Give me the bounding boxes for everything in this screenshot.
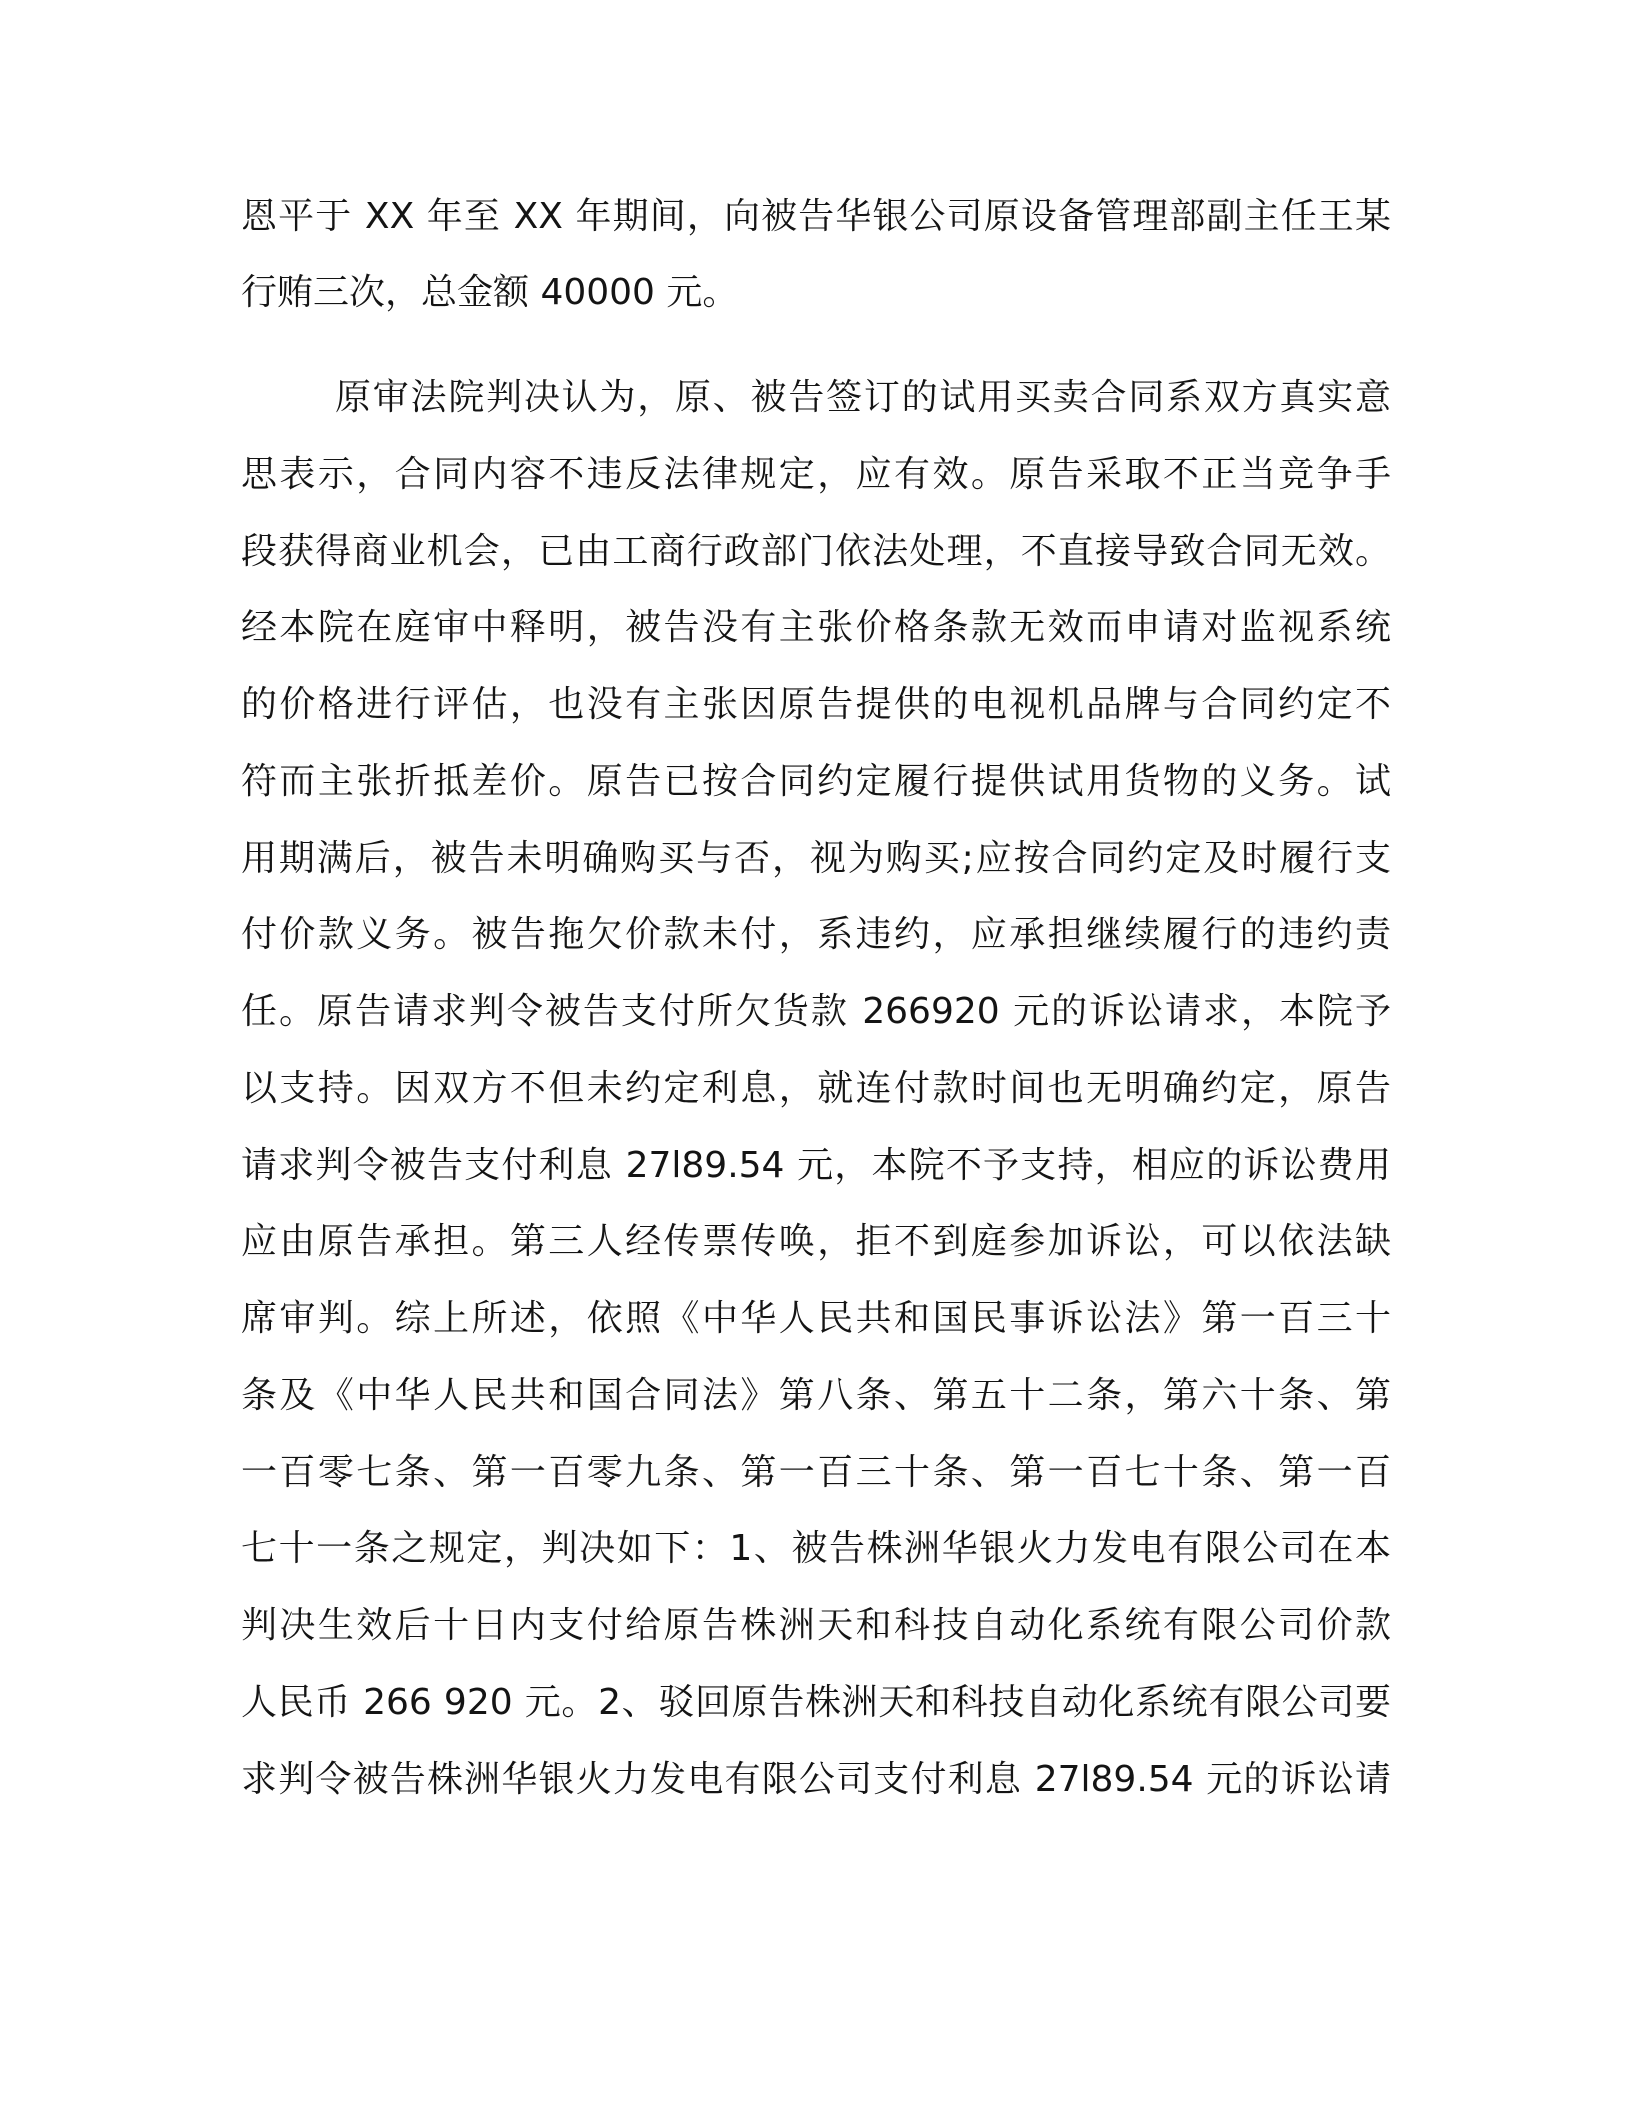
text-line: 应由原告承担。第三人经传票传唤，拒不到庭参加诉讼，可以依法缺 [241,1221,1391,1262]
text-line: 符而主张折抵差价。原告已按合同约定履行提供试用货物的义务。试 [241,761,1391,802]
text-line: 七十一条之规定，判决如下：1、被告株洲华银火力发电有限公司在本 [241,1528,1391,1569]
text-line: 恩平于 XX 年至 XX 年期间，向被告华银公司原设备管理部副主任王某 [241,196,1391,237]
text-line: 用期满后，被告未明确购买与否，视为购买;应按合同约定及时履行支 [241,838,1391,879]
text-line: 判决生效后十日内支付给原告株洲天和科技自动化系统有限公司价款 [241,1605,1391,1646]
text-line: 任。原告请求判令被告支付所欠货款 266920 元的诉讼请求，本院予 [241,991,1391,1032]
text-line: 请求判令被告支付利息 27l89.54 元，本院不予支持，相应的诉讼费用 [241,1145,1391,1186]
text-line: 人民币 266 920 元。2、驳回原告株洲天和科技自动化系统有限公司要 [241,1682,1391,1723]
text-line: 以支持。因双方不但未约定利息，就连付款时间也无明确约定，原告 [241,1068,1391,1109]
text-line: 付价款义务。被告拖欠价款未付，系违约，应承担继续履行的违约责 [241,914,1391,955]
text-line: 行贿三次，总金额 40000 元。 [241,272,739,313]
text-line: 段获得商业机会，已由工商行政部门依法处理，不直接导致合同无效。 [241,531,1391,572]
text-line: 经本院在庭审中释明，被告没有主张价格条款无效而申请对监视系统 [241,607,1391,648]
text-line: 一百零七条、第一百零九条、第一百三十条、第一百七十条、第一百 [241,1452,1391,1493]
text-line: 的价格进行评估，也没有主张因原告提供的电视机品牌与合同约定不 [241,684,1391,725]
text-line: 思表示，合同内容不违反法律规定，应有效。原告采取不正当竞争手 [241,454,1391,495]
text-line: 条及《中华人民共和国合同法》第八条、第五十二条，第六十条、第 [241,1375,1391,1416]
text-line: 席审判。综上所述，依照《中华人民共和国民事诉讼法》第一百三十 [241,1298,1391,1339]
text-line: 求判令被告株洲华银火力发电有限公司支付利息 27l89.54 元的诉讼请 [241,1759,1391,1800]
paragraph-first-line: 原审法院判决认为，原、被告签订的试用买卖合同系双方真实意 [335,377,1391,418]
